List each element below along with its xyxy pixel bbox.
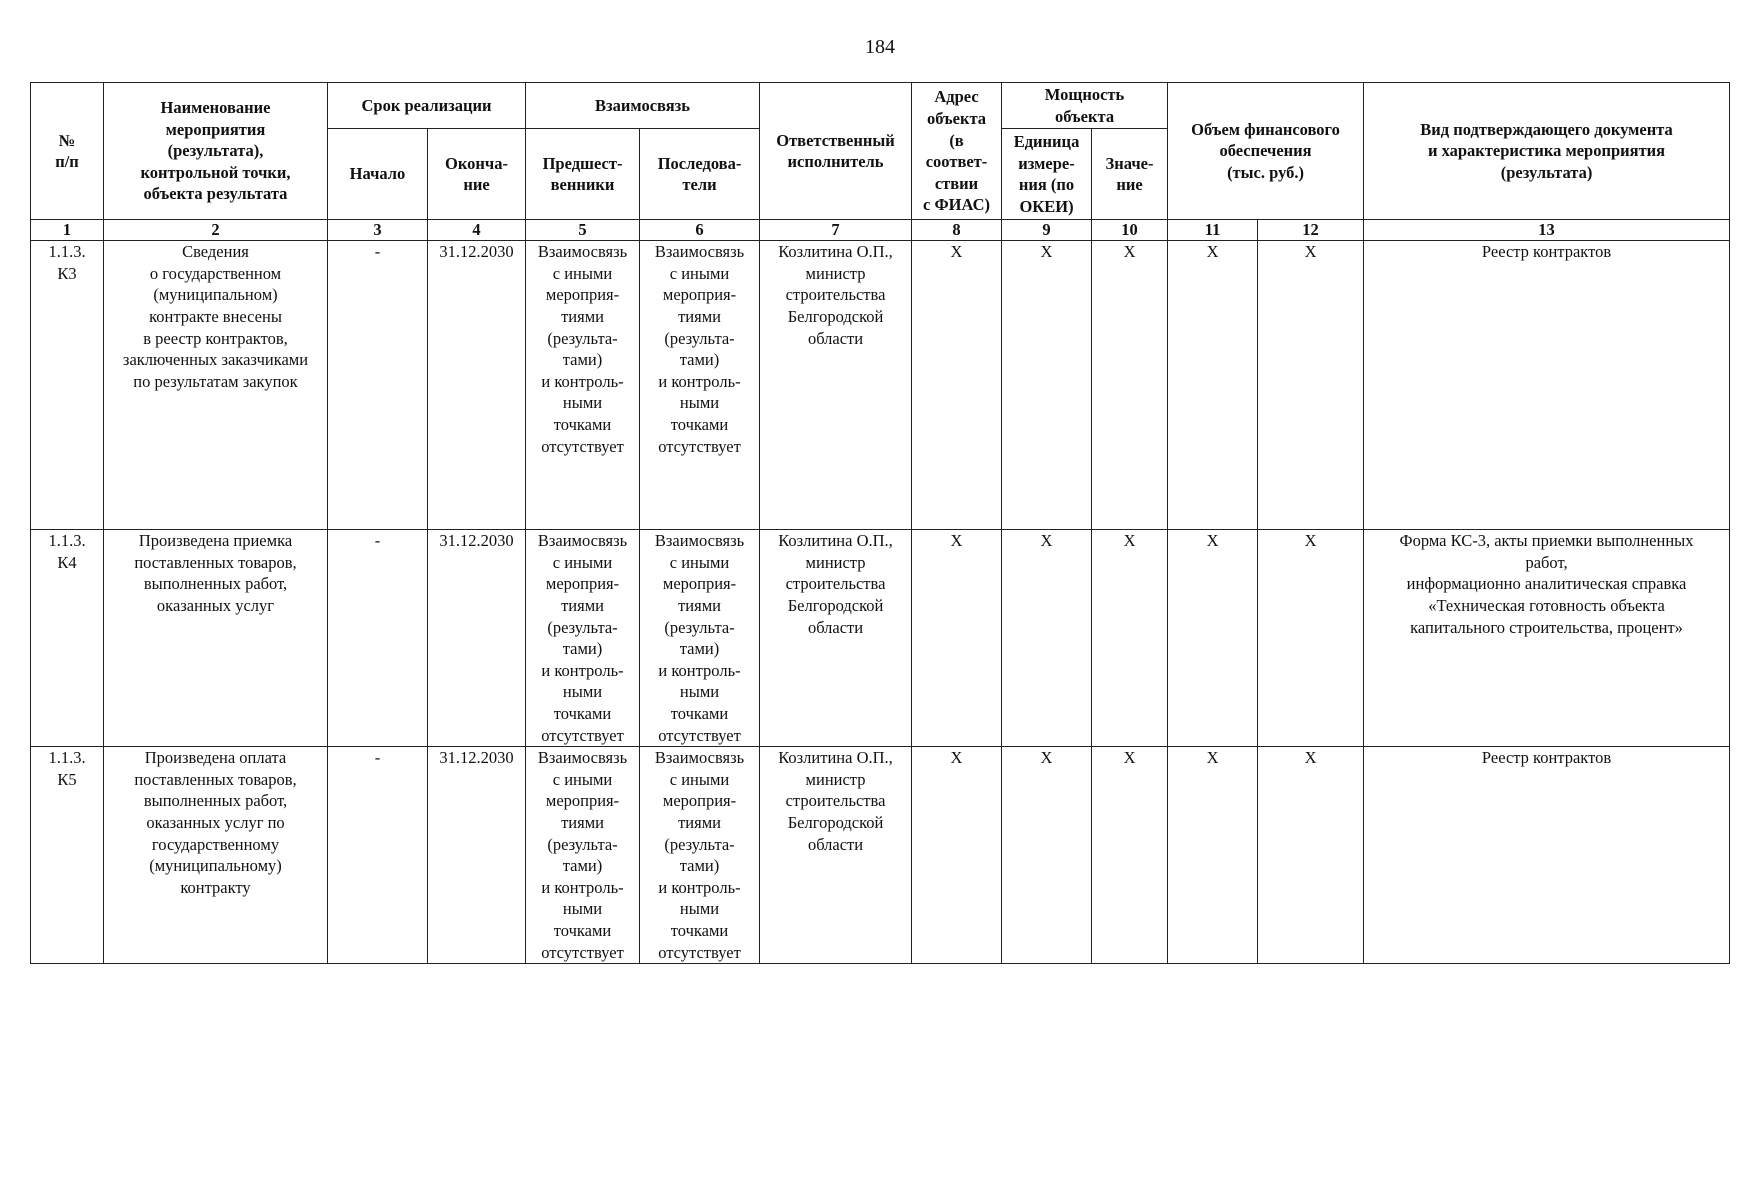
- column-number: 5: [526, 220, 640, 241]
- column-number: 8: [912, 220, 1002, 241]
- cell-address: Х: [912, 530, 1002, 747]
- header-capacity: Мощность объекта: [1002, 83, 1168, 129]
- header-executor: Ответственный исполнитель: [760, 83, 912, 220]
- column-number: 1: [31, 220, 104, 241]
- cell-address: Х: [912, 747, 1002, 964]
- column-number: 11: [1168, 220, 1258, 241]
- cell-finance-11: Х: [1168, 530, 1258, 747]
- header-address: Адрес объекта (в соответ- ствии с ФИАС): [912, 83, 1002, 220]
- cell-finance-11: Х: [1168, 747, 1258, 964]
- header-name: Наименование мероприятия (результата), контрольной точки, объекта результата: [104, 83, 328, 220]
- cell-executor: Козлитина О.П., министр строительства Белгородской области: [760, 747, 912, 964]
- header-row-top: [31, 83, 1730, 129]
- cell-value: Х: [1092, 241, 1168, 530]
- cell-name: Сведения о государственном (муниципальном) контракте внесены в реестр контрактов, заключенных заказчиками по результатам закупок: [104, 241, 328, 530]
- cell-doc: Реестр контрактов: [1364, 241, 1730, 530]
- page-number: 184: [865, 36, 895, 58]
- cell-finance-12: Х: [1258, 530, 1364, 747]
- cell-successors: Взаимосвязь с иными мероприя- тиями (результа- тами) и контроль- ными точками отсутствует: [640, 747, 760, 964]
- cell-predecessors: Взаимосвязь с иными мероприя- тиями (результа- тами) и контроль- ными точками отсутствует: [526, 530, 640, 747]
- table-row: [31, 241, 1730, 530]
- cell-end: 31.12.2030: [428, 241, 526, 530]
- column-number-row: [31, 220, 1730, 241]
- cell-successors: Взаимосвязь с иными мероприя- тиями (результа- тами) и контроль- ными точками отсутствует: [640, 530, 760, 747]
- cell-start: -: [328, 747, 428, 964]
- cell-doc: Форма КС-3, акты приемки выполненных работ, информационно аналитическая справка «Техническая готовность объекта капитального строительства, процент»: [1364, 530, 1730, 747]
- column-number: 13: [1364, 220, 1730, 241]
- cell-finance-12: Х: [1258, 747, 1364, 964]
- cell-num: 1.1.3. К5: [31, 747, 104, 964]
- cell-name: Произведена оплата поставленных товаров, выполненных работ, оказанных услуг по государственному (муниципальному) контракту: [104, 747, 328, 964]
- header-relation: Взаимосвязь: [526, 83, 760, 129]
- cell-successors: Взаимосвязь с иными мероприя- тиями (результа- тами) и контроль- ными точками отсутствует: [640, 241, 760, 530]
- cell-finance-11: Х: [1168, 241, 1258, 530]
- header-end: Оконча- ние: [428, 129, 526, 220]
- column-number: 9: [1002, 220, 1092, 241]
- header-period: Срок реализации: [328, 83, 526, 129]
- cell-name: Произведена приемка поставленных товаров, выполненных работ, оказанных услуг: [104, 530, 328, 747]
- cell-value: Х: [1092, 530, 1168, 747]
- cell-end: 31.12.2030: [428, 747, 526, 964]
- cell-num: 1.1.3. К4: [31, 530, 104, 747]
- cell-address: Х: [912, 241, 1002, 530]
- cell-executor: Козлитина О.П., министр строительства Белгородской области: [760, 530, 912, 747]
- header-num: № п/п: [31, 83, 104, 220]
- cell-predecessors: Взаимосвязь с иными мероприя- тиями (результа- тами) и контроль- ными точками отсутствует: [526, 747, 640, 964]
- header-finance: Объем финансового обеспечения (тыс. руб.): [1168, 83, 1364, 220]
- column-number: 4: [428, 220, 526, 241]
- header-doc-type: Вид подтверждающего документа и характеристика мероприятия (результата): [1364, 83, 1730, 220]
- cell-start: -: [328, 530, 428, 747]
- cell-predecessors: Взаимосвязь с иными мероприя- тиями (результа- тами) и контроль- ными точками отсутствует: [526, 241, 640, 530]
- column-number: 12: [1258, 220, 1364, 241]
- cell-num: 1.1.3. К3: [31, 241, 104, 530]
- column-number: 7: [760, 220, 912, 241]
- plan-table: [30, 82, 1730, 964]
- header-unit: Единица измере- ния (по ОКЕИ): [1002, 129, 1092, 220]
- cell-executor: Козлитина О.П., министр строительства Белгородской области: [760, 241, 912, 530]
- cell-finance-12: Х: [1258, 241, 1364, 530]
- header-predecessors: Предшест- венники: [526, 129, 640, 220]
- column-number: 10: [1092, 220, 1168, 241]
- header-value: Значе- ние: [1092, 129, 1168, 220]
- column-number: 3: [328, 220, 428, 241]
- cell-start: -: [328, 241, 428, 530]
- cell-unit: Х: [1002, 530, 1092, 747]
- cell-end: 31.12.2030: [428, 530, 526, 747]
- cell-doc: Реестр контрактов: [1364, 747, 1730, 964]
- cell-unit: Х: [1002, 241, 1092, 530]
- header-start: Начало: [328, 129, 428, 220]
- column-number: 2: [104, 220, 328, 241]
- cell-value: Х: [1092, 747, 1168, 964]
- table-row: [31, 747, 1730, 964]
- header-successors: Последова- тели: [640, 129, 760, 220]
- table-row: [31, 530, 1730, 747]
- cell-unit: Х: [1002, 747, 1092, 964]
- column-number: 6: [640, 220, 760, 241]
